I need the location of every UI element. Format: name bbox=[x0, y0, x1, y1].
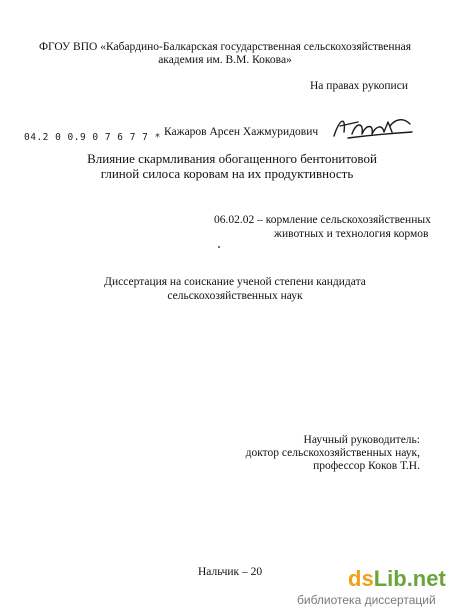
dslib-subtitle: библиотека диссертаций bbox=[297, 593, 436, 607]
dslib-logo bbox=[348, 566, 446, 592]
specialty-line-1: 06.02.02 – кормление сельскохозяйственных bbox=[214, 214, 431, 226]
supervisor-label: Научный руководитель: bbox=[303, 434, 420, 446]
organization-line-2: академия им. В.М. Кокова» bbox=[158, 54, 292, 66]
signature-image bbox=[330, 112, 416, 144]
degree-line-2: сельскохозяйственных наук bbox=[167, 290, 303, 302]
logo-ds-text: ds bbox=[348, 566, 374, 591]
organization-line-1: ФГОУ ВПО «Кабардино-Балкарская государственная сельскохозяйственная bbox=[38, 41, 412, 53]
specialty-line-2: животных и технология кормов bbox=[274, 228, 429, 240]
city-year: Нальчик – 20 bbox=[198, 566, 263, 578]
supervisor-degree: доктор сельскохозяйственных наук, bbox=[245, 447, 420, 459]
registration-stamp: 04.2 0 0.9 0 7 6 7 7 * bbox=[24, 132, 161, 143]
scan-dot bbox=[218, 246, 220, 248]
author-name: Кажаров Арсен Хажмуридович bbox=[164, 126, 319, 138]
supervisor-name: профессор Коков Т.Н. bbox=[313, 460, 420, 472]
logo-net-text: .net bbox=[406, 566, 446, 591]
dissertation-title-line-2: глиной силоса коровам на их продуктивность bbox=[100, 166, 354, 181]
dissertation-title-line-1: Влияние скармливания обогащенного бентонитовой bbox=[87, 151, 377, 166]
logo-lib-text: Lib bbox=[373, 566, 407, 591]
degree-line-1: Диссертация на соискание ученой степени кандидата bbox=[104, 276, 366, 288]
manuscript-note: На правах рукописи bbox=[310, 80, 408, 92]
